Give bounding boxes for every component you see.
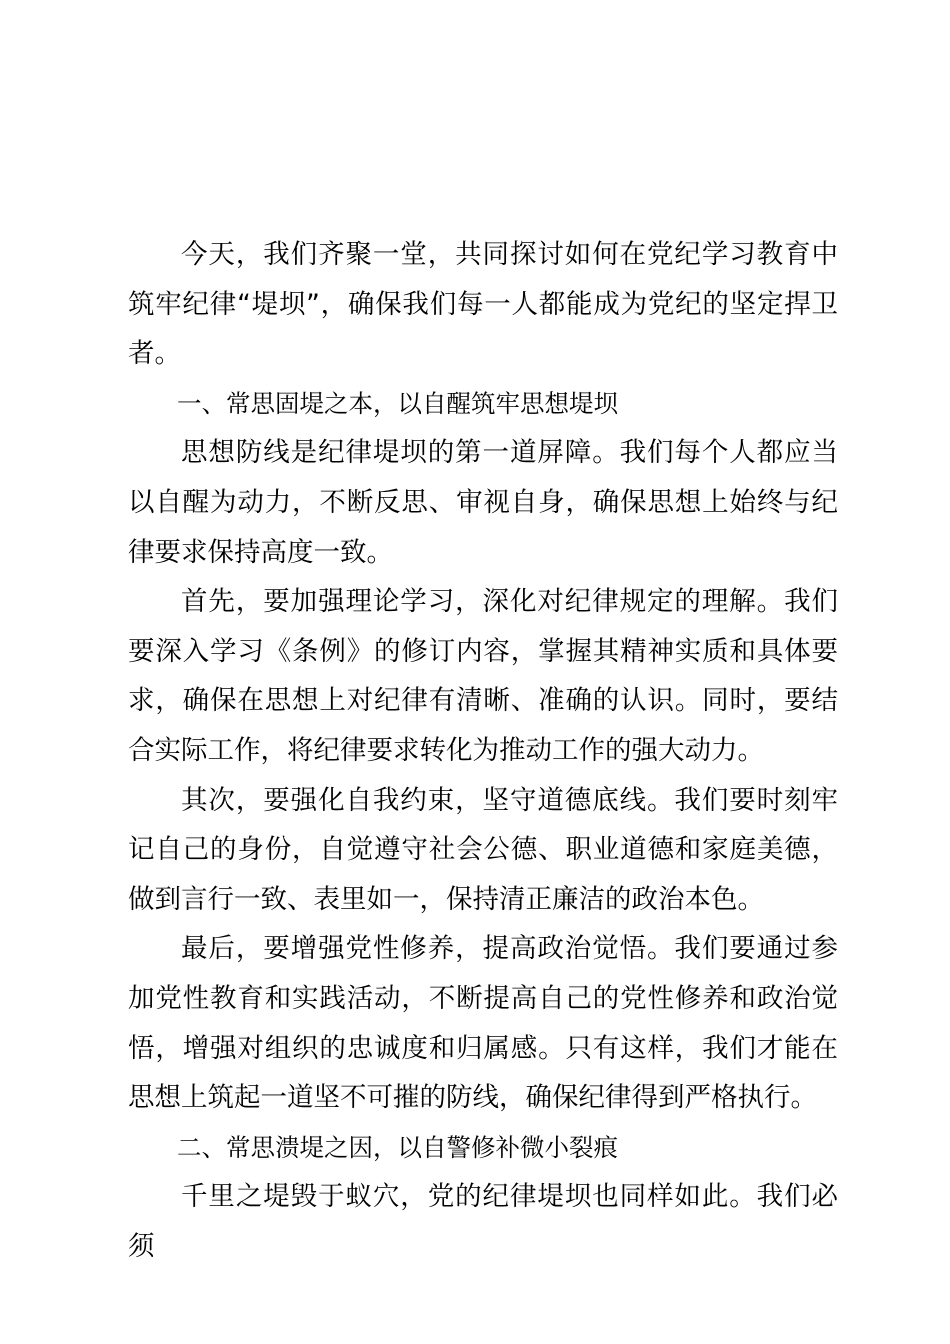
paragraph-finally: 最后，要增强党性修养，提高政治觉悟。我们要通过参加党性教育和实践活动，不断提高自己的党性修养和政治觉悟，增强对组织的忠诚度和归属感。只有这样，我们才能在思想上筑起一道坚不可摧的防线，确保纪律得到严格执行。 <box>128 933 838 1114</box>
paragraph-intro: 今天，我们齐聚一堂，共同探讨如何在党纪学习教育中筑牢纪律“堤坝”，确保我们每一人都能成为党纪的坚定捍卫者。 <box>128 239 838 370</box>
section-heading-2: 二、常思溃堤之因，以自警修补微小裂痕 <box>177 1132 618 1162</box>
paragraph-second: 其次，要强化自我约束，坚守道德底线。我们要时刻牢记自己的身份，自觉遵守社会公德、职业道德和家庭美德，做到言行一致、表里如一，保持清正廉洁的政治本色。 <box>128 784 838 915</box>
paragraph-first: 首先，要加强理论学习，深化对纪律规定的理解。我们要深入学习《条例》的修订内容，掌握其精神实质和具体要求，确保在思想上对纪律有清晰、准确的认识。同时，要结合实际工作，将纪律要求转化为推动工作的强大动力。 <box>128 586 838 766</box>
paragraph-thought-defense: 思想防线是纪律堤坝的第一道屏障。我们每个人都应当以自醒为动力，不断反思、审视自身，确保思想上始终与纪律要求保持高度一致。 <box>128 437 838 568</box>
paragraph-dyke-ants: 千里之堤毁于蚁穴，党的纪律堤坝也同样如此。我们必须 <box>128 1181 838 1262</box>
section-heading-1: 一、常思固堤之本，以自醒筑牢思想堤坝 <box>177 388 618 418</box>
document-body <box>128 230 838 1271</box>
